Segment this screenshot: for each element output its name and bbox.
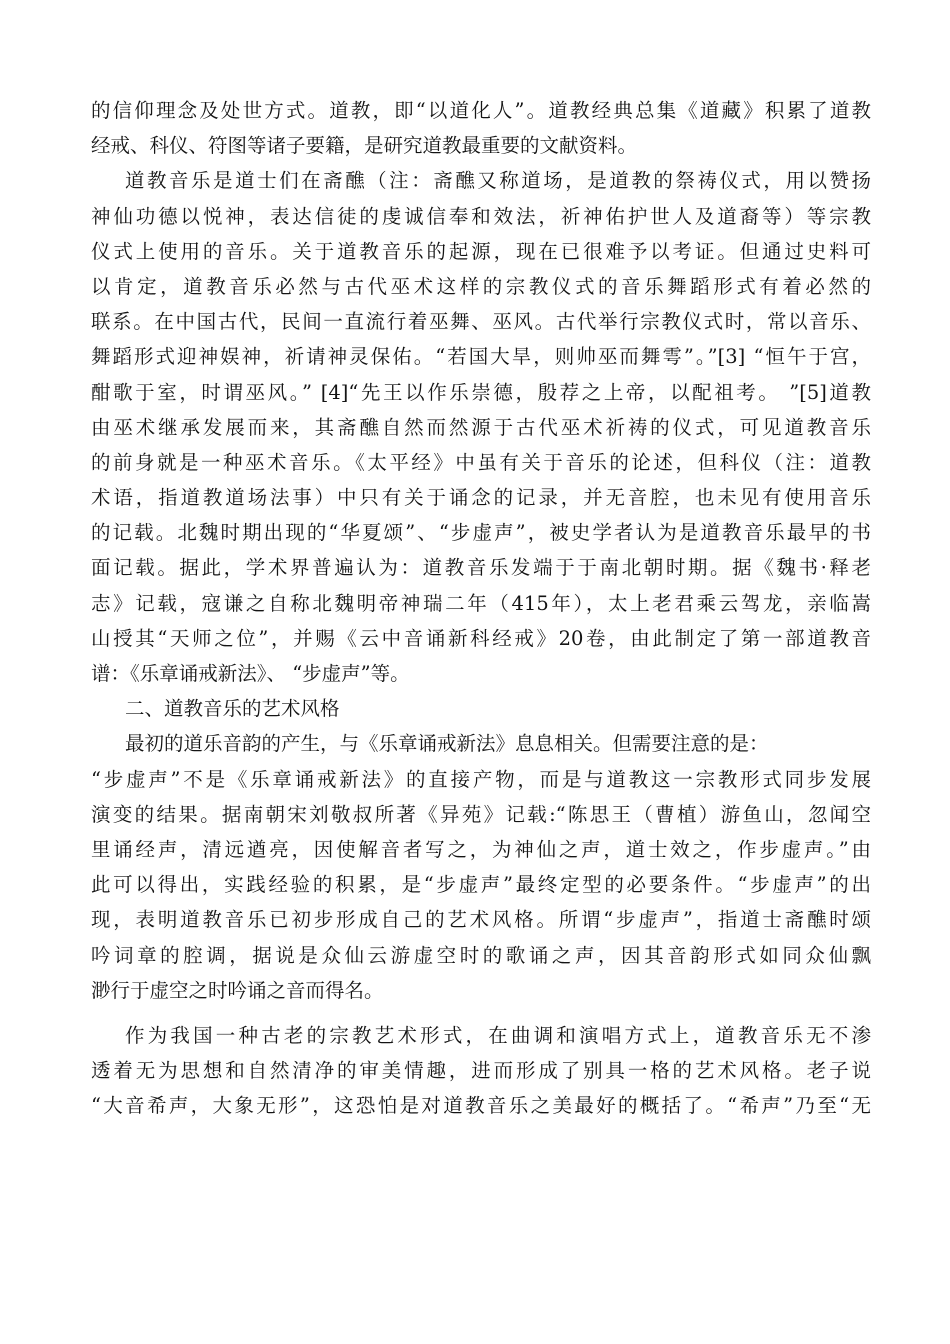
text-line: 由巫术继承发展而来，其斋醮自然而然源于古代巫术祈祷的仪式，可见道教音乐 <box>91 415 871 439</box>
text-line: 面记载。据此，学术界普遍认为：道教音乐发端于于南北朝时期。据《魏书·释老 <box>91 556 871 580</box>
paragraph-first-line: 作为我国一种古老的宗教艺术形式，在曲调和演唱方式上，道教音乐无不渗 <box>125 1023 871 1047</box>
text-line: 演变的结果。据南朝宋刘敬叔所著《异苑》记载:“陈思王（曹植）游鱼山，忽闻空 <box>91 802 871 826</box>
text-line: 志》记载，寇谦之自称北魏明帝神瑞二年（415年），太上老君乘云驾龙，亲临嵩 <box>91 591 871 615</box>
body-text <box>91 93 871 1123</box>
text-line: 仪式上使用的音乐。关于道教音乐的起源，现在已很难予以考证。但通过史料可 <box>91 239 871 263</box>
text-line: 经戒、科仪、符图等诸子要籍，是研究道教最重要的文献资料。 <box>91 134 638 158</box>
text-line: 此可以得出，实践经验的积累，是“步虚声”最终定型的必要条件。“步虚声”的出 <box>91 873 871 897</box>
text-line: 联系。在中国古代，民间一直流行着巫舞、巫风。古代举行宗教仪式时，常以音乐、 <box>91 310 871 334</box>
text-line: 的前身就是一种巫术音乐。《太平经》中虽有关于音乐的论述，但科仪（注：道教 <box>91 450 871 474</box>
text-line: 谱：《乐章诵戒新法》、 “步虚声”等。 <box>91 662 410 685</box>
text-line: 酣歌于室，时谓巫风。” [4]“先王以作乐崇德，殷荐之上帝，以配祖考。 ”[5]道教 <box>91 380 871 404</box>
text-line: 现，表明道教音乐已初步形成自己的艺术风格。所谓“步虚声”，指道士斋醮时颂 <box>91 908 871 932</box>
text-line: 渺行于虚空之时吟诵之音而得名。 <box>91 978 384 1002</box>
text-line: 神仙功德以悦神，表达信徒的虔诚信奉和效法，祈神佑护世人及道裔等）等宗教 <box>91 204 871 228</box>
text-line: 吟词章的腔调，据说是众仙云游虚空时的歌诵之声，因其音韵形式如同众仙飘 <box>91 943 871 967</box>
text-line: 的信仰理念及处世方式。道教，即“以道化人”。道教经典总集《道藏》积累了道教 <box>91 99 871 122</box>
text-line: 舞蹈形式迎神娱神，祈请神灵保佑。“若国大旱，则帅巫而舞雩”。”[3] “恒午于宫， <box>91 345 871 369</box>
text-line: “步虚声”不是《乐章诵戒新法》的直接产物，而是与道教这一宗教形式同步发展 <box>91 767 871 791</box>
paragraph-first-line: 道教音乐是道士们在斋醮（注：斋醮又称道场，是道教的祭祷仪式，用以赞扬 <box>125 169 871 193</box>
text-line: 透着无为思想和自然清净的审美情趣，进而形成了别具一格的艺术风格。老子说 <box>91 1059 871 1083</box>
paragraph-gap <box>91 1008 871 1018</box>
section-heading: 二、道教音乐的艺术风格 <box>125 697 340 721</box>
text-line: 以肯定，道教音乐必然与古代巫术这样的宗教仪式的音乐舞蹈形式有着必然的 <box>91 274 871 298</box>
text-line: 术语，指道教道场法事）中只有关于诵念的记录，并无音腔，也未见有使用音乐 <box>91 486 871 510</box>
text-line: 里诵经声，清远遒亮，因使解音者写之，为神仙之声，道士效之，作步虚声。”由 <box>91 837 871 861</box>
paragraph-first-line: 最初的道乐音韵的产生，与《乐章诵戒新法》息息相关。但需要注意的是： <box>125 732 769 756</box>
text-line: 山授其“天师之位”，并赐《云中音诵新科经戒》20卷，由此制定了第一部道教音 <box>91 626 871 650</box>
text-line: 的记载。北魏时期出现的“华夏颂”、“步虚声”，被史学者认为是道教音乐最早的书 <box>91 521 871 545</box>
text-line: “大音希声，大象无形”，这恐怕是对道教音乐之美最好的概括了。“希声”乃至“无 <box>91 1094 871 1118</box>
